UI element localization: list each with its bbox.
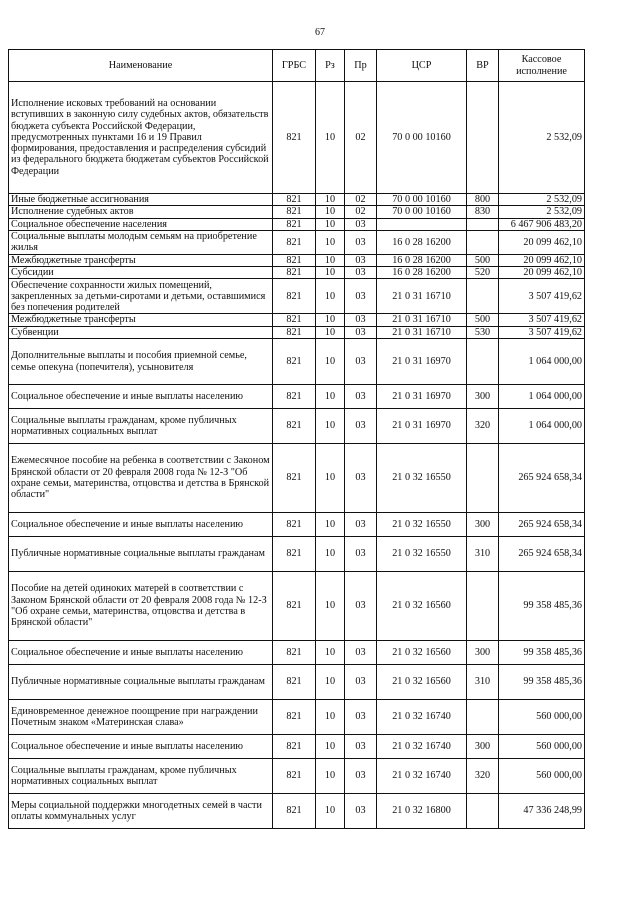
cell-amount: 2 532,09 <box>499 82 585 194</box>
table-row <box>9 537 585 572</box>
cell-pr: 03 <box>345 230 377 254</box>
table-row <box>9 513 585 537</box>
cell-name: Социальное обеспечение и иные выплаты населению <box>9 513 273 537</box>
cell-name: Социальное обеспечение и иные выплаты населению <box>9 641 273 665</box>
cell-rz: 10 <box>316 735 345 759</box>
cell-amount: 3 507 419,62 <box>499 326 585 338</box>
cell-vr <box>467 82 499 194</box>
cell-amount: 3 507 419,62 <box>499 314 585 326</box>
header-name: Наименование <box>9 50 273 82</box>
cell-csr: 16 0 28 16200 <box>377 230 467 254</box>
cell-vr: 300 <box>467 641 499 665</box>
cell-csr: 21 0 32 16560 <box>377 641 467 665</box>
cell-amount: 99 358 485,36 <box>499 665 585 700</box>
cell-rz: 10 <box>316 641 345 665</box>
cell-amount: 560 000,00 <box>499 759 585 794</box>
cell-vr: 830 <box>467 206 499 218</box>
cell-amount: 1 064 000,00 <box>499 409 585 444</box>
table-row <box>9 267 585 279</box>
cell-pr: 03 <box>345 385 377 409</box>
cell-grbs: 821 <box>273 254 316 266</box>
cell-vr <box>467 700 499 735</box>
table-row <box>9 194 585 206</box>
cell-csr: 21 0 32 16740 <box>377 759 467 794</box>
cell-rz: 10 <box>316 218 345 230</box>
cell-pr: 03 <box>345 513 377 537</box>
cell-grbs: 821 <box>273 339 316 385</box>
cell-pr: 03 <box>345 759 377 794</box>
cell-name: Субсидии <box>9 267 273 279</box>
table-row <box>9 82 585 194</box>
cell-rz: 10 <box>316 254 345 266</box>
cell-name: Дополнительные выплаты и пособия приемной семье, семье опекуна (попечителя), усыновителя <box>9 339 273 385</box>
header-grbs: ГРБС <box>273 50 316 82</box>
cell-pr: 03 <box>345 254 377 266</box>
cell-grbs: 821 <box>273 385 316 409</box>
cell-amount: 2 532,09 <box>499 194 585 206</box>
cell-pr: 02 <box>345 82 377 194</box>
cell-rz: 10 <box>316 339 345 385</box>
table-row <box>9 759 585 794</box>
cell-name: Межбюджетные трансферты <box>9 314 273 326</box>
cell-vr <box>467 230 499 254</box>
cell-csr: 70 0 00 10160 <box>377 82 467 194</box>
cell-name: Публичные нормативные социальные выплаты гражданам <box>9 665 273 700</box>
cell-grbs: 821 <box>273 314 316 326</box>
cell-grbs: 821 <box>273 537 316 572</box>
table-row <box>9 444 585 513</box>
cell-name: Социальное обеспечение населения <box>9 218 273 230</box>
cell-vr <box>467 794 499 829</box>
header-amount: Кассовое исполнение <box>499 50 585 82</box>
cell-vr: 500 <box>467 254 499 266</box>
table-row <box>9 409 585 444</box>
cell-csr: 16 0 28 16200 <box>377 267 467 279</box>
cell-rz: 10 <box>316 385 345 409</box>
cell-csr: 70 0 00 10160 <box>377 206 467 218</box>
header-csr: ЦСР <box>377 50 467 82</box>
cell-csr: 21 0 31 16710 <box>377 326 467 338</box>
cell-vr: 300 <box>467 513 499 537</box>
budget-table <box>8 49 585 829</box>
cell-grbs: 821 <box>273 759 316 794</box>
table-row <box>9 230 585 254</box>
cell-vr: 310 <box>467 537 499 572</box>
cell-rz: 10 <box>316 700 345 735</box>
cell-rz: 10 <box>316 665 345 700</box>
cell-pr: 02 <box>345 194 377 206</box>
cell-pr: 03 <box>345 572 377 641</box>
cell-rz: 10 <box>316 314 345 326</box>
cell-grbs: 821 <box>273 444 316 513</box>
cell-csr: 21 0 32 16550 <box>377 537 467 572</box>
table-header-row <box>9 50 585 82</box>
cell-rz: 10 <box>316 279 345 314</box>
table-row <box>9 385 585 409</box>
cell-vr: 310 <box>467 665 499 700</box>
header-rz: Рз <box>316 50 345 82</box>
cell-grbs: 821 <box>273 218 316 230</box>
cell-grbs: 821 <box>273 279 316 314</box>
table-row <box>9 665 585 700</box>
cell-csr: 21 0 31 16710 <box>377 314 467 326</box>
cell-rz: 10 <box>316 206 345 218</box>
cell-pr: 03 <box>345 409 377 444</box>
table-row <box>9 279 585 314</box>
cell-vr: 320 <box>467 409 499 444</box>
cell-pr: 03 <box>345 641 377 665</box>
cell-rz: 10 <box>316 230 345 254</box>
table-row <box>9 735 585 759</box>
cell-grbs: 821 <box>273 267 316 279</box>
table-row <box>9 314 585 326</box>
cell-vr: 300 <box>467 735 499 759</box>
table-row <box>9 218 585 230</box>
cell-rz: 10 <box>316 82 345 194</box>
cell-pr: 03 <box>345 665 377 700</box>
cell-grbs: 821 <box>273 230 316 254</box>
cell-name: Исполнение судебных актов <box>9 206 273 218</box>
cell-name: Социальные выплаты гражданам, кроме публичных нормативных социальных выплат <box>9 409 273 444</box>
cell-grbs: 821 <box>273 735 316 759</box>
cell-amount: 265 924 658,34 <box>499 444 585 513</box>
cell-grbs: 821 <box>273 513 316 537</box>
cell-name: Меры социальной поддержки многодетных семей в части оплаты коммунальных услуг <box>9 794 273 829</box>
cell-vr <box>467 339 499 385</box>
table-row <box>9 254 585 266</box>
cell-vr: 500 <box>467 314 499 326</box>
table-row <box>9 641 585 665</box>
cell-pr: 03 <box>345 735 377 759</box>
cell-name: Социальные выплаты гражданам, кроме публичных нормативных социальных выплат <box>9 759 273 794</box>
cell-csr: 21 0 31 16970 <box>377 339 467 385</box>
cell-pr: 03 <box>345 794 377 829</box>
cell-amount: 1 064 000,00 <box>499 385 585 409</box>
cell-pr: 03 <box>345 314 377 326</box>
cell-csr: 21 0 32 16740 <box>377 700 467 735</box>
cell-vr <box>467 279 499 314</box>
cell-vr <box>467 218 499 230</box>
cell-grbs: 821 <box>273 409 316 444</box>
cell-csr: 21 0 32 16800 <box>377 794 467 829</box>
cell-amount: 20 099 462,10 <box>499 267 585 279</box>
cell-amount: 99 358 485,36 <box>499 572 585 641</box>
cell-rz: 10 <box>316 267 345 279</box>
cell-pr: 03 <box>345 267 377 279</box>
cell-csr: 16 0 28 16200 <box>377 254 467 266</box>
cell-amount: 265 924 658,34 <box>499 513 585 537</box>
cell-pr: 03 <box>345 700 377 735</box>
cell-csr: 21 0 31 16970 <box>377 409 467 444</box>
cell-rz: 10 <box>316 444 345 513</box>
cell-csr: 21 0 32 16550 <box>377 513 467 537</box>
cell-rz: 10 <box>316 572 345 641</box>
page-number: 67 <box>315 27 325 38</box>
cell-amount: 20 099 462,10 <box>499 254 585 266</box>
table-row <box>9 794 585 829</box>
cell-name: Иные бюджетные ассигнования <box>9 194 273 206</box>
cell-grbs: 821 <box>273 700 316 735</box>
cell-vr: 520 <box>467 267 499 279</box>
cell-name: Социальные выплаты молодым семьям на приобретение жилья <box>9 230 273 254</box>
cell-pr: 03 <box>345 218 377 230</box>
cell-pr: 03 <box>345 326 377 338</box>
cell-vr <box>467 444 499 513</box>
cell-name: Социальное обеспечение и иные выплаты населению <box>9 735 273 759</box>
cell-pr: 03 <box>345 339 377 385</box>
cell-csr: 21 0 32 16550 <box>377 444 467 513</box>
cell-amount: 1 064 000,00 <box>499 339 585 385</box>
cell-grbs: 821 <box>273 206 316 218</box>
cell-rz: 10 <box>316 194 345 206</box>
cell-pr: 03 <box>345 279 377 314</box>
cell-name: Единовременное денежное поощрение при награждении Почетным знаком «Материнская слава» <box>9 700 273 735</box>
cell-amount: 6 467 906 483,20 <box>499 218 585 230</box>
cell-name: Обеспечение сохранности жилых помещений, закрепленных за детьми-сиротами и детьми, оставшимися без попечения родителей <box>9 279 273 314</box>
cell-rz: 10 <box>316 759 345 794</box>
cell-grbs: 821 <box>273 82 316 194</box>
cell-name: Межбюджетные трансферты <box>9 254 273 266</box>
cell-csr: 21 0 31 16710 <box>377 279 467 314</box>
cell-name: Ежемесячное пособие на ребенка в соответствии с Законом Брянской области от 20 февраля 2008 года № 12-З "Об охране семьи, материнства, отцовства и детства в Брянской области" <box>9 444 273 513</box>
cell-rz: 10 <box>316 326 345 338</box>
header-pr: Пр <box>345 50 377 82</box>
cell-grbs: 821 <box>273 194 316 206</box>
cell-vr: 530 <box>467 326 499 338</box>
cell-grbs: 821 <box>273 794 316 829</box>
cell-csr: 21 0 32 16560 <box>377 572 467 641</box>
cell-name: Исполнение исковых требований на основании вступивших в законную силу судебных актов, обязательств бюджета субъекта Российской Федерации, предусмотренных пунктами 16 и 19 Правил формирования, предоставления и распределения субсидий из федерального бюджета бюджетам субъектов Российской Федерации <box>9 82 273 194</box>
cell-name: Публичные нормативные социальные выплаты гражданам <box>9 537 273 572</box>
cell-vr: 300 <box>467 385 499 409</box>
cell-name: Пособие на детей одиноких матерей в соответствии с Законом Брянской области от 20 февраля 2008 года № 12-З "Об охране семьи, материнства, отцовства и детства в Брянской области" <box>9 572 273 641</box>
table-row <box>9 326 585 338</box>
table-row <box>9 700 585 735</box>
cell-amount: 2 532,09 <box>499 206 585 218</box>
cell-amount: 99 358 485,36 <box>499 641 585 665</box>
cell-pr: 03 <box>345 444 377 513</box>
cell-grbs: 821 <box>273 326 316 338</box>
table-row <box>9 206 585 218</box>
cell-amount: 3 507 419,62 <box>499 279 585 314</box>
header-vr: ВР <box>467 50 499 82</box>
cell-amount: 560 000,00 <box>499 700 585 735</box>
cell-pr: 03 <box>345 537 377 572</box>
cell-name: Субвенции <box>9 326 273 338</box>
cell-grbs: 821 <box>273 641 316 665</box>
cell-rz: 10 <box>316 513 345 537</box>
cell-rz: 10 <box>316 537 345 572</box>
cell-csr <box>377 218 467 230</box>
cell-csr: 21 0 32 16740 <box>377 735 467 759</box>
cell-vr: 320 <box>467 759 499 794</box>
cell-rz: 10 <box>316 409 345 444</box>
table-row <box>9 572 585 641</box>
cell-grbs: 821 <box>273 572 316 641</box>
cell-csr: 70 0 00 10160 <box>377 194 467 206</box>
table-row <box>9 339 585 385</box>
cell-amount: 265 924 658,34 <box>499 537 585 572</box>
cell-csr: 21 0 32 16560 <box>377 665 467 700</box>
cell-vr: 800 <box>467 194 499 206</box>
cell-amount: 20 099 462,10 <box>499 230 585 254</box>
cell-vr <box>467 572 499 641</box>
cell-name: Социальное обеспечение и иные выплаты населению <box>9 385 273 409</box>
cell-grbs: 821 <box>273 665 316 700</box>
cell-amount: 560 000,00 <box>499 735 585 759</box>
cell-csr: 21 0 31 16970 <box>377 385 467 409</box>
cell-amount: 47 336 248,99 <box>499 794 585 829</box>
cell-pr: 02 <box>345 206 377 218</box>
cell-rz: 10 <box>316 794 345 829</box>
